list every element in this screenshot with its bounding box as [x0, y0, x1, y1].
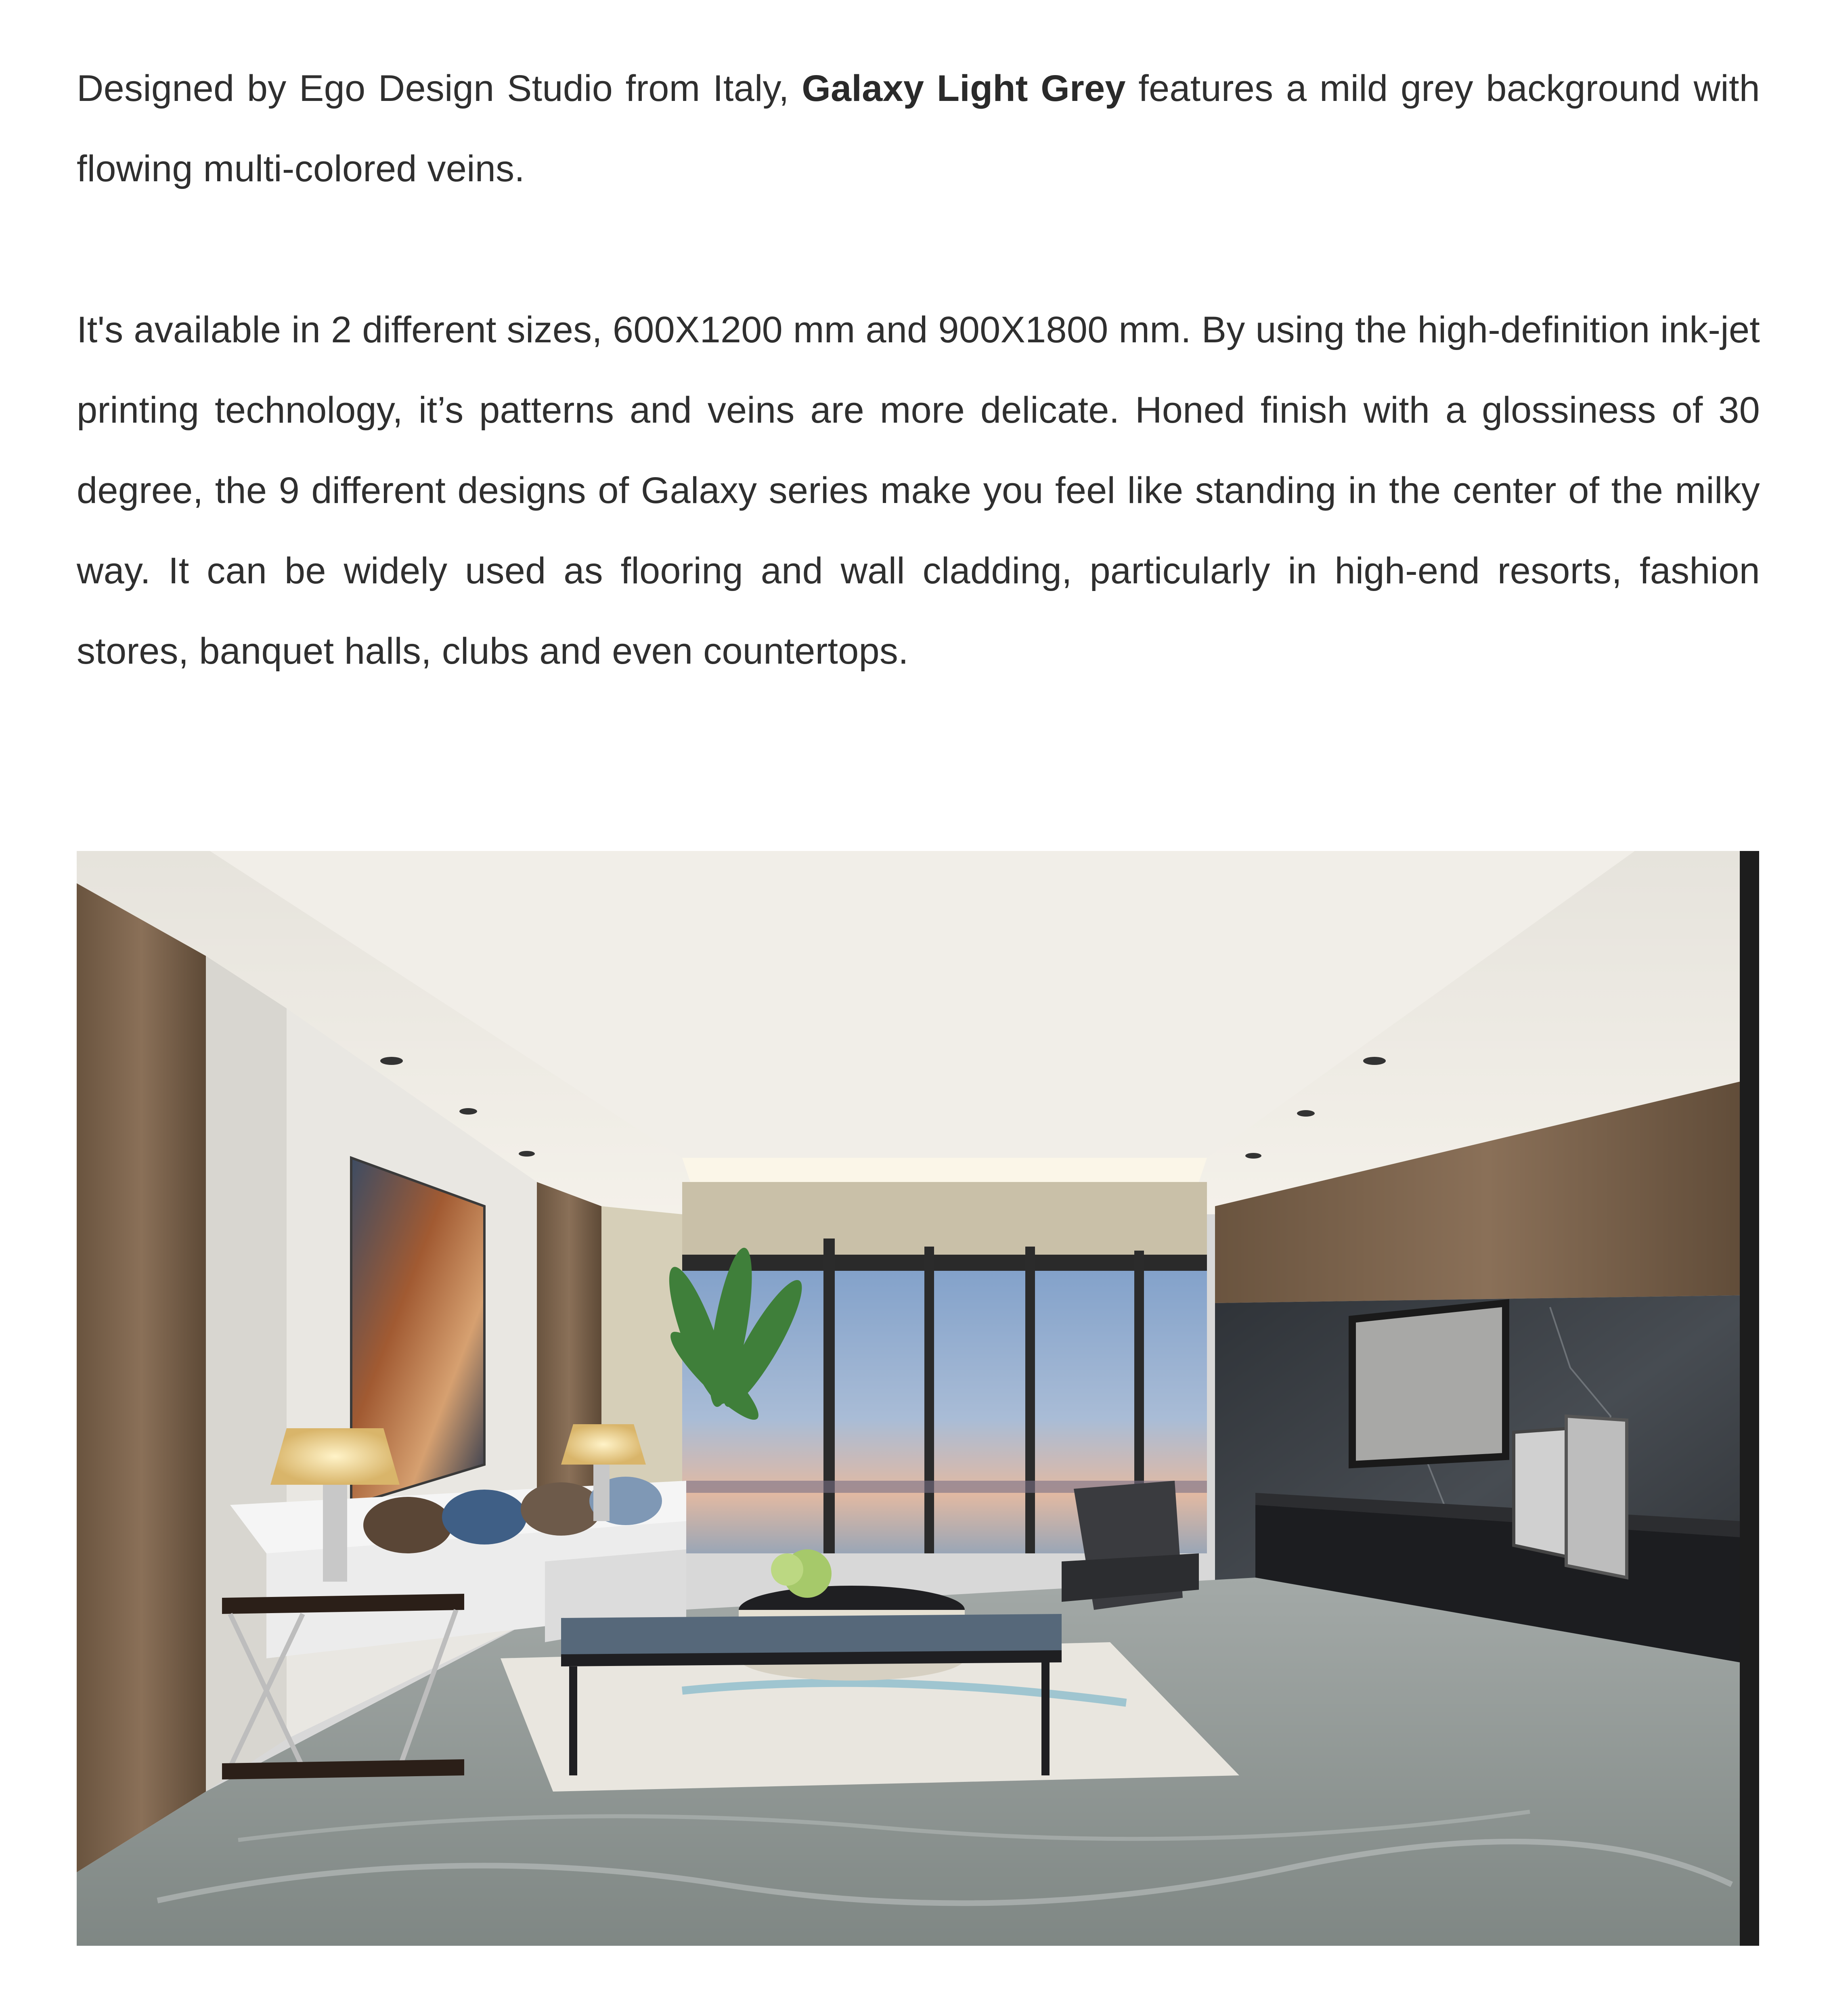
intro-text-end: features a mild grey background with flowing multi-colored veins.: [77, 68, 1760, 189]
intro-text-start: Designed by Ego Design Studio from Italy,: [77, 68, 802, 109]
details-paragraph: It's available in 2 different sizes, 600X1200 mm and 900X1800 mm. By using the high-definition ink-jet printing technology, it’s patterns and veins are more delicate. Honed finish with a glossiness of 30 degree, the 9 different designs of Galaxy series make you feel like standing in the center of the milky way. It can be widely used as flooring and wall cladding, particularly in high-end resorts, fashion stores, banquet halls, clubs and even countertops.: [77, 309, 1760, 672]
intro-paragraph: [77, 48, 1760, 209]
living-room-illustration: [77, 851, 1759, 1946]
living-room-render-image: [77, 851, 1759, 1946]
product-name: Galaxy Light Grey: [802, 68, 1126, 109]
article-body: [77, 48, 1760, 692]
